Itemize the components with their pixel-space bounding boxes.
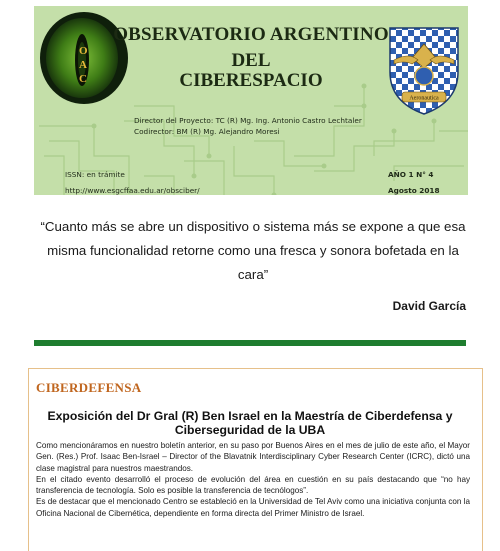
newsletter-banner [34,6,468,195]
banner-title-line-3: CIBERESPACIO [179,70,323,91]
epigraph-quote: “Cuanto más se abre un dispositivo o sistema más se expone a que esa misma funcionalidad retorne como una fresca y sonora bofetada en la cara” [40,219,466,282]
banner-title-line-2: DEL [231,50,271,71]
article-body [36,440,470,519]
crest-motto: Aeronautica [409,95,439,102]
quote-author: David García [392,299,466,313]
banner-title-line-1: OBSERVATORIO ARGENTINO [113,24,389,45]
section-divider [34,340,466,346]
article-paragraph: En el citado evento desarrolló el proceso de evolución del área en cuestión en su país destacando que “no hay transferencia de tecnología. Solo es posible la transferencia de tecnólogos”. [36,474,470,496]
issue-number: AÑO 1 N° 4 [388,170,434,179]
air-force-crest-icon [384,24,464,116]
project-codirector: Codirector: BM (R) Mg. Alejandro Moresi [134,127,280,136]
issue-date: Agosto 2018 [388,186,440,195]
website-link[interactable]: http://www.esgcffaa.edu.ar/obsciber/ [65,186,200,195]
article-paragraph: Es de destacar que el mencionado Centro se estableció en la Universidad de Tel Aviv como una iniciativa conjunta con la Oficina Nacional de Cibernética, dependiente en forma directa del Primer Ministro de Israel. [36,497,470,518]
issn-label: ISSN: en trámite [65,170,125,179]
article-paragraph: Como mencionáramos en nuestro boletín anterior, en su paso por Buenos Aires en el mes de julio de este año, el Mayor Gen. (Res.) Prof. Isaac Ben-Israel – Director of the Blavatnik Interdisciplinary Cyber Research Center (ICRC), dictó una clase magistral para nuestros maestrandos. [36,441,470,473]
logo-letter-a: A [79,59,87,71]
logo-letter-c: C [79,73,87,85]
article-title: Exposición del Dr Gral (R) Ben Israel en la Maestría de Ciberdefensa y Ciberseguridad de la UBA [47,409,453,437]
project-director: Director del Proyecto: TC (R) Mg. Ing. Antonio Castro Lechtaler [134,116,362,125]
logo-letter-o: O [79,45,88,57]
section-heading: CIBERDEFENSA [36,380,142,395]
